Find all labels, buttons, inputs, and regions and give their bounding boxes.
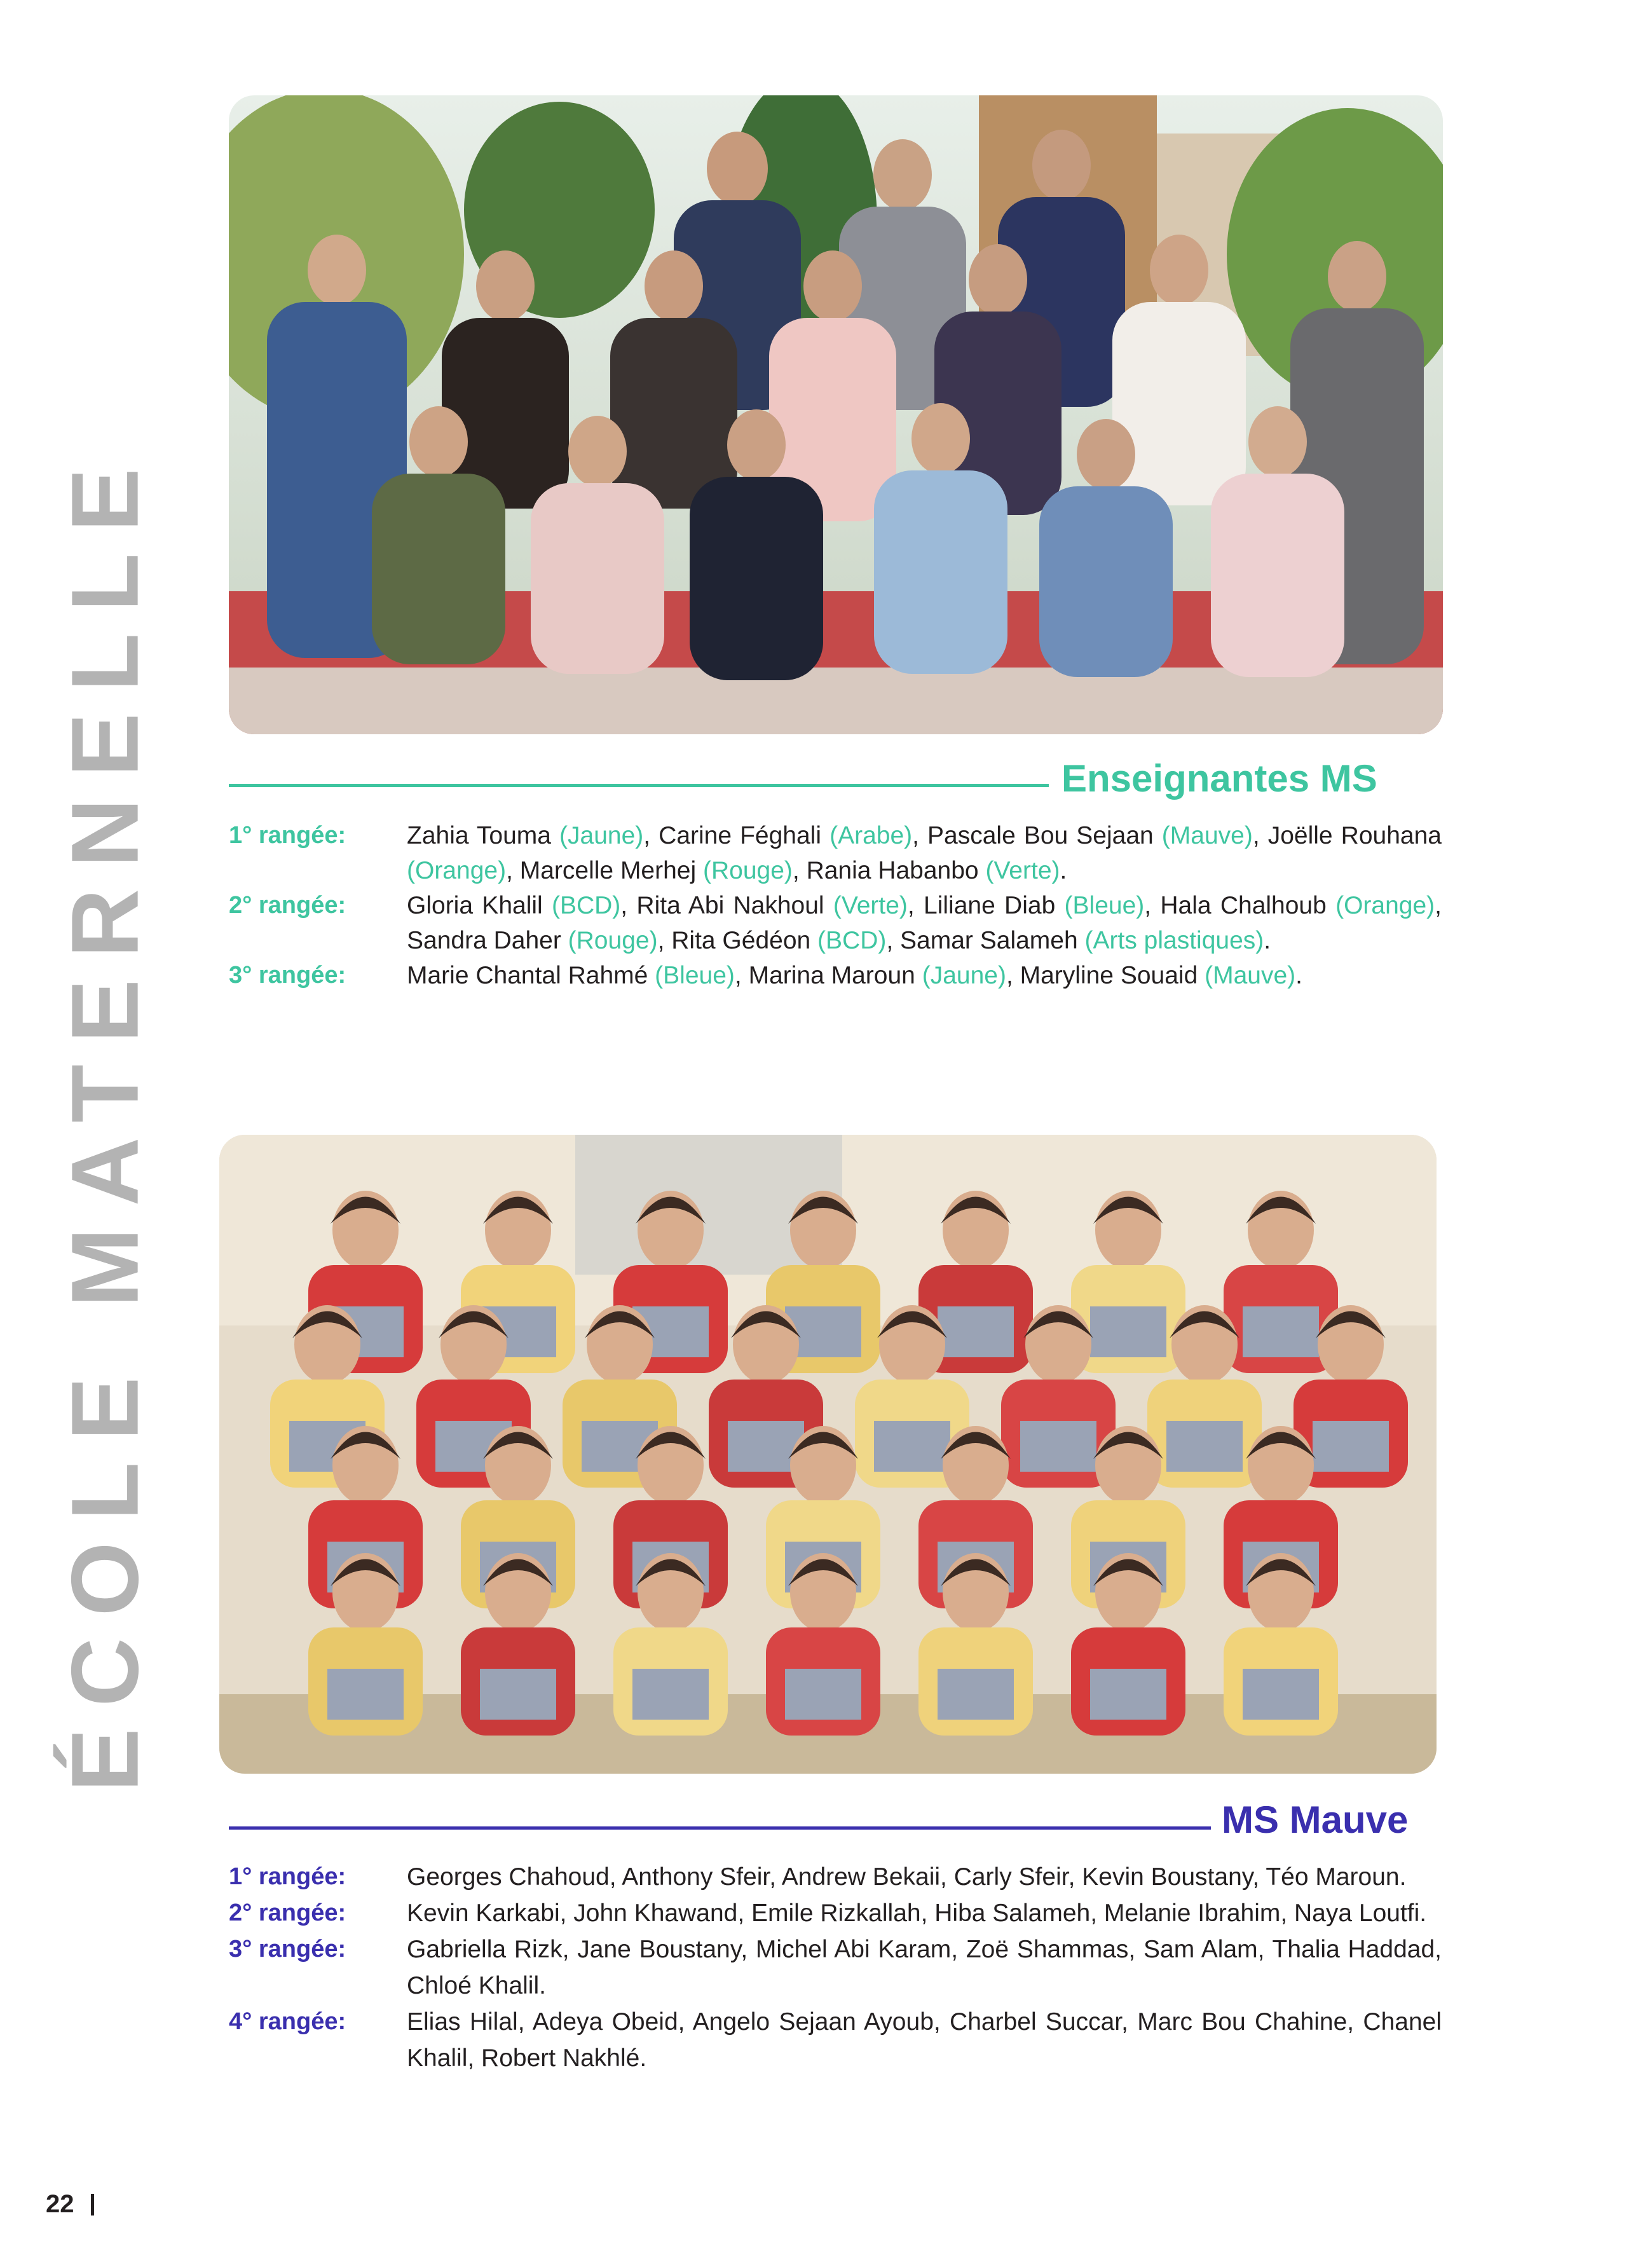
class-row (229, 1931, 1442, 2004)
teacher-name: , Marina Maroun (734, 962, 922, 989)
teacher-class: (Rouge) (568, 927, 658, 954)
side-title-text: ÉCOLE MATERNELLE (51, 446, 158, 1792)
child-smock-stripes (1166, 1421, 1243, 1472)
teacher-name: , Rita Abi Nakhoul (620, 892, 833, 919)
child-smock-stripes (938, 1306, 1014, 1357)
teacher-class: (Orange) (1335, 892, 1435, 919)
class-rows (229, 1859, 1442, 2076)
row-label: 1° rangée: (229, 1863, 346, 1890)
row-label: 2° rangée: (229, 1900, 346, 1926)
teacher-name: Zahia Touma (407, 822, 560, 849)
teacher-name: , Rania Habanbo (792, 857, 986, 884)
row-label: 2° rangée: (229, 892, 346, 919)
row-names (407, 888, 1442, 958)
teachers-row (229, 888, 1442, 958)
teacher-name: Gloria Khalil (407, 892, 552, 919)
teachers-section-title: Enseignantes MS (1062, 757, 1377, 800)
teachers-row (229, 818, 1442, 888)
row-names (407, 958, 1442, 993)
row-label: 4° rangée: (229, 2008, 346, 2035)
teacher-name: . (1295, 962, 1302, 989)
teacher-name: , Joëlle Rouhana (1252, 822, 1442, 849)
row-names (407, 818, 1442, 888)
teachers-photo-illustration (229, 95, 1443, 734)
teacher-class: (Orange) (407, 857, 507, 884)
teachers-row (229, 958, 1442, 993)
class-row (229, 2004, 1442, 2076)
teacher-class: (Mauve) (1205, 962, 1296, 989)
teacher-class: (Arts plastiques) (1084, 927, 1264, 954)
child-smock-stripes (1243, 1306, 1319, 1357)
page-footer (46, 2190, 94, 2219)
teachers-rows (229, 818, 1442, 993)
child-smock-stripes (327, 1669, 404, 1720)
child-smock-stripes (1090, 1669, 1166, 1720)
teacher-name: , Marcelle Merhej (506, 857, 703, 884)
teachers-group-photo (229, 95, 1443, 734)
teacher-name: Marie Chantal Rahmé (407, 962, 655, 989)
class-section-title: MS Mauve (1222, 1798, 1409, 1841)
teacher-class: (Bleue) (655, 962, 735, 989)
footer-divider (91, 2194, 94, 2215)
teacher-name: , Pascale Bou Sejaan (912, 822, 1162, 849)
row-names: Georges Chahoud, Anthony Sfeir, Andrew Bekaii, Carly Sfeir, Kevin Boustany, Téo Maroun. (407, 1863, 1407, 1891)
side-title (22, 446, 188, 1792)
teacher-class: (Verte) (833, 892, 908, 919)
teacher-name: , Sandra Daher (407, 892, 1442, 954)
teacher-name: , Samar Salameh (886, 927, 1085, 954)
row-label: 1° rangée: (229, 822, 346, 849)
teacher-class: (Arabe) (829, 822, 913, 849)
row-names: Gabriella Rizk, Jane Boustany, Michel Abi Karam, Zoë Shammas, Sam Alam, Thalia Haddad, Chloé Khalil. (407, 1936, 1442, 1999)
teacher-class: (Jaune) (559, 822, 644, 849)
class-photo-illustration (219, 1135, 1437, 1774)
child-smock-stripes (632, 1669, 709, 1720)
child-smock-stripes (938, 1669, 1014, 1720)
page-number: 22 (46, 2190, 74, 2218)
teacher-class: (BCD) (551, 892, 621, 919)
teacher-class: (Bleue) (1064, 892, 1145, 919)
teacher-class: (Mauve) (1161, 822, 1253, 849)
class-row (229, 1859, 1442, 1895)
teacher-name: . (1060, 857, 1067, 884)
teachers-section-rule (229, 784, 1049, 787)
child-smock-stripes (480, 1669, 556, 1720)
row-label: 3° rangée: (229, 1936, 346, 1962)
teacher-class: (Verte) (985, 857, 1060, 884)
teacher-class: (Rouge) (703, 857, 793, 884)
row-names: Kevin Karkabi, John Khawand, Emile Rizkallah, Hiba Salameh, Melanie Ibrahim, Naya Loutfi. (407, 1900, 1427, 1927)
row-names: Elias Hilal, Adeya Obeid, Angelo Sejaan Ayoub, Charbel Succar, Marc Bou Chahine, Chanel Khalil, Robert Nakhlé. (407, 2008, 1442, 2072)
teacher-name: , Rita Gédéon (657, 927, 818, 954)
teacher-name: . (1264, 927, 1271, 954)
teacher-class: (BCD) (817, 927, 887, 954)
teacher-name: , Maryline Souaid (1006, 962, 1205, 989)
class-section-rule (229, 1826, 1211, 1830)
teacher-class: (Jaune) (922, 962, 1006, 989)
class-row (229, 1895, 1442, 1931)
class-group-photo (219, 1135, 1437, 1774)
teacher-name: , Carine Féghali (643, 822, 830, 849)
teacher-name: , Hala Chalhoub (1144, 892, 1336, 919)
child-smock-stripes (1090, 1306, 1166, 1357)
teacher-name: , Liliane Diab (907, 892, 1065, 919)
child-smock-stripes (785, 1669, 861, 1720)
child-smock-stripes (1243, 1669, 1319, 1720)
child-smock-stripes (874, 1421, 950, 1472)
child-smock-stripes (1020, 1421, 1096, 1472)
row-label: 3° rangée: (229, 962, 346, 989)
child-smock-stripes (1313, 1421, 1389, 1472)
